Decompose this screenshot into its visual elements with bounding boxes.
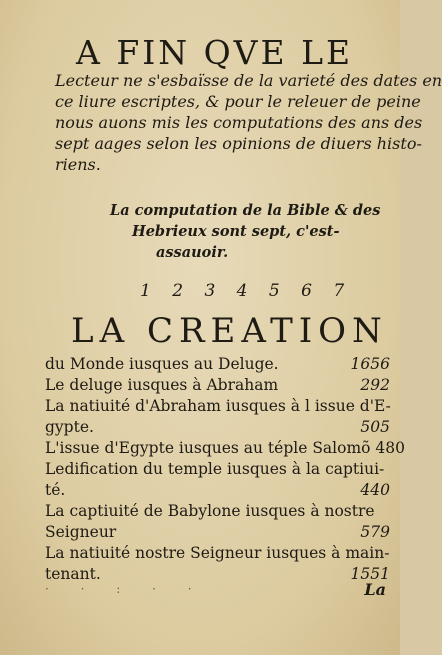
- entry-text: tenant.: [45, 565, 101, 583]
- italic-line: assauoir.: [156, 244, 229, 261]
- number-sequence: 1 2 3 4 5 6 7: [140, 281, 353, 301]
- entry-text: Le deluge iusques à Abraham: [45, 376, 279, 394]
- intro-line: sept aages selon les opinions de diuers histo-: [55, 134, 422, 153]
- intro-line: riens.: [55, 155, 101, 174]
- entry-number: 505: [360, 418, 390, 436]
- entry-row: [45, 438, 406, 459]
- entry-text: du Monde iusques au Deluge.: [45, 355, 279, 373]
- entry-text: Ledification du temple iusques à la captiui-: [45, 460, 385, 478]
- entry-text: La natiuité nostre Seigneur iusques à main-: [45, 544, 390, 562]
- italic-note: [110, 200, 381, 263]
- entry-text: gypte.: [45, 418, 94, 436]
- entry-number: 440: [360, 481, 390, 499]
- entry-row: [45, 522, 390, 543]
- entry-row: [45, 459, 390, 480]
- entry-number: 1551: [350, 565, 390, 583]
- intro-line: nous auons mis les computations des ans des: [55, 113, 423, 132]
- entry-text: L'issue d'Egypte iusques au téple Salomõ 480: [45, 439, 406, 457]
- entry-number: 292: [360, 376, 390, 394]
- entry-row: [45, 396, 390, 417]
- entry-row: [45, 417, 390, 438]
- entry-number: 1656: [350, 355, 390, 373]
- entry-row: [45, 375, 390, 396]
- section-title: LA CREATION: [71, 311, 388, 351]
- ink-specks: · · : · ·: [45, 582, 206, 596]
- intro-paragraph: [55, 70, 442, 175]
- italic-line: Hebrieux sont sept, c'est-: [132, 223, 340, 240]
- entry-text: Seigneur: [45, 523, 117, 541]
- entry-text: La natiuité d'Abraham iusques à l issue d'E-: [45, 397, 391, 415]
- intro-line: Lecteur ne s'esbaïsse de la varieté des dates en: [55, 71, 442, 90]
- entry-number: 579: [360, 523, 390, 541]
- catchword: La: [364, 580, 386, 599]
- page-heading: A FIN QVE LE: [76, 33, 354, 72]
- entry-text: té.: [45, 481, 66, 499]
- entry-row: [45, 480, 390, 501]
- entry-row: [45, 543, 390, 564]
- intro-line: ce liure escriptes, & pour le releuer de peine: [55, 92, 421, 111]
- entry-row: [45, 501, 390, 522]
- entry-text: La captiuité de Babylone iusques à nostre: [45, 502, 375, 520]
- entry-row: [45, 354, 390, 375]
- italic-line: La computation de la Bible & des: [110, 202, 381, 219]
